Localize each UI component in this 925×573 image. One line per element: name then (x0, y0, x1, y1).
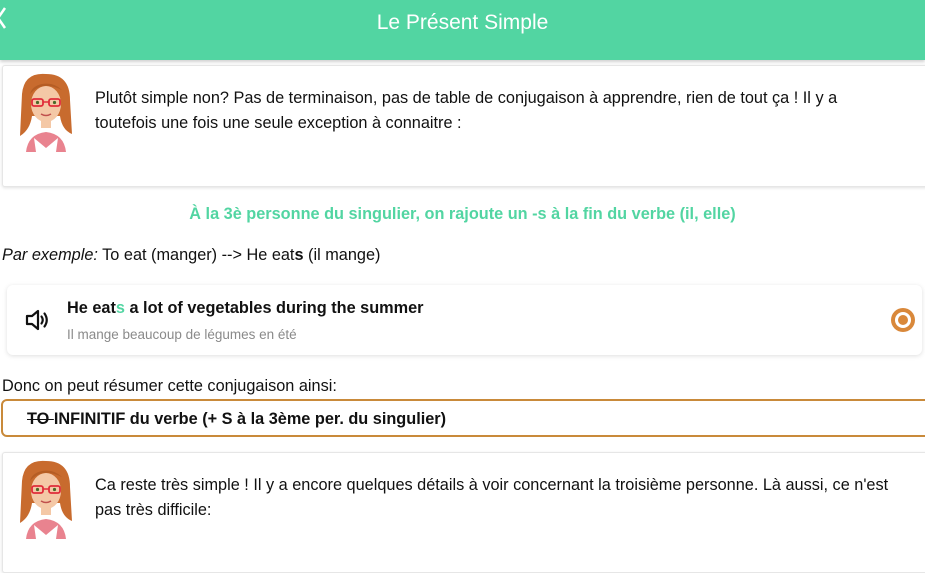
rule-heading: À la 3è personne du singulier, on rajoute un -s à la fin du verbe (il, elle) (189, 205, 736, 223)
tutor-message-text: Ca reste très simple ! Il y a encore quelques détails à voir concernant la troisième personne. Là aussi, ce n'est pas très difficile: (95, 476, 889, 519)
page-title: Le Présent Simple (376, 11, 549, 34)
target-icon[interactable] (890, 307, 916, 333)
example-bold-s: s (294, 246, 304, 264)
sentence-en-end: a lot of vegetables during the summer (124, 299, 424, 317)
teacher-avatar (12, 459, 80, 541)
example-label: Par exemple: (2, 246, 98, 264)
teacher-avatar (12, 72, 80, 154)
sentence-en-start: He eat (67, 299, 116, 317)
sentence-en-highlight: s (115, 299, 125, 317)
summary-text: Donc on peut résumer cette conjugaison ainsi: (2, 377, 337, 395)
formula-strike-to: TO (27, 410, 54, 428)
example-text-end: (il mange) (303, 246, 381, 264)
sentence-french-translation: Il mange beaucoup de légumes en été (67, 327, 297, 342)
speaker-icon[interactable] (25, 308, 51, 332)
tutor-message-card (2, 452, 925, 573)
formula-text (27, 409, 446, 429)
app-header (0, 0, 925, 60)
example-line (2, 245, 380, 265)
tutor-message-text: Plutôt simple non? Pas de terminaison, pas de table de conjugaison à apprendre, rien de tout ça ! Il y a toutefois une fois une seule exception à connaitre : (95, 89, 838, 132)
example-sentence-card[interactable] (7, 285, 922, 355)
example-text-start: To eat (manger) --> He eat (97, 246, 295, 264)
formula-rule: INFINITIF du verbe (+ S à la 3ème per. du singulier) (53, 410, 447, 428)
tutor-message-card (2, 65, 925, 187)
formula-box (1, 399, 925, 437)
sentence-english (67, 298, 424, 318)
